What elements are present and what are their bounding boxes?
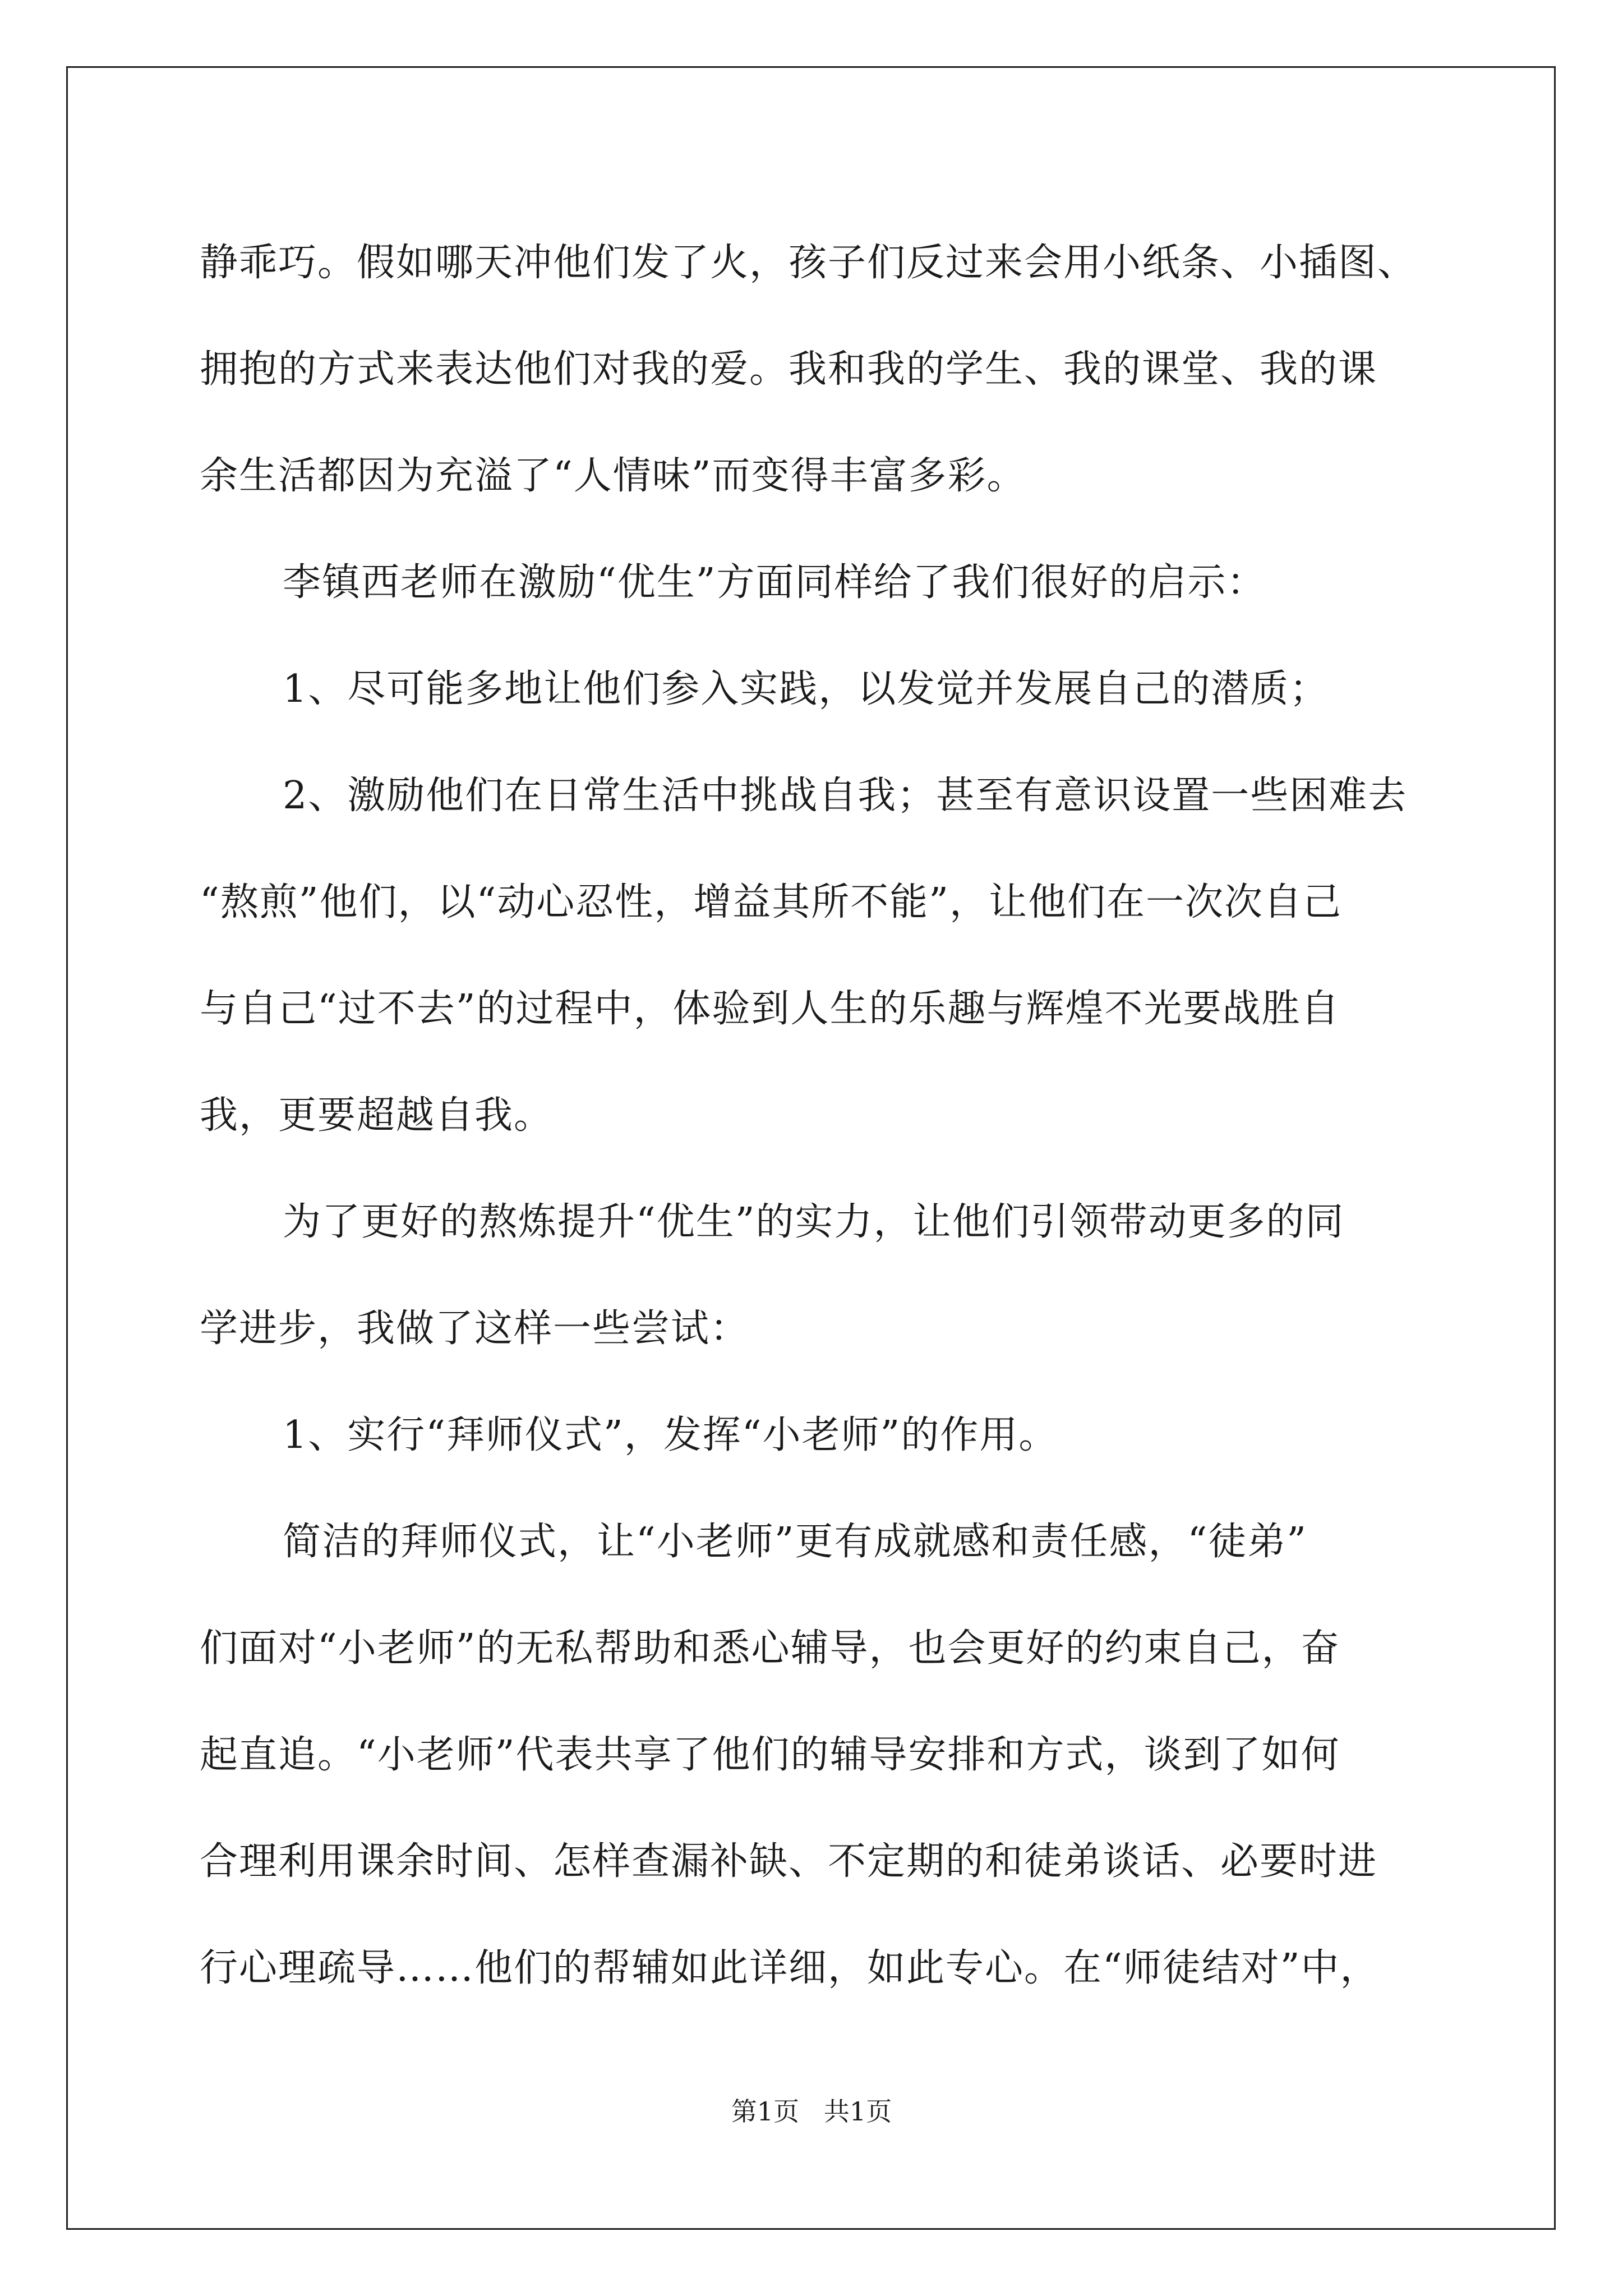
text-line: 1、实行“拜师仪式”，发挥“小老师”的作用。 xyxy=(283,1413,1058,1457)
text-line: 学进步，我做了这样一些尝试： xyxy=(200,1306,750,1351)
text-line: 简洁的拜师仪式，让“小老师”更有成就感和责任感，“徒弟” xyxy=(283,1520,1308,1564)
text-line: 2、激励他们在日常生活中挑战自我；甚至有意识设置一些困难去 xyxy=(283,774,1408,818)
text-line: 1、尽可能多地让他们参入实践，以发觉并发展自己的潜质； xyxy=(283,667,1329,711)
text-line: 拥抱的方式来表达他们对我的爱。我和我的学生、我的课堂、我的课 xyxy=(200,347,1378,392)
text-line: 李镇西老师在激励“优生”方面同样给了我们很好的启示： xyxy=(283,560,1266,605)
text-line: 静乖巧。假如哪天冲他们发了火，孩子们反过来会用小纸条、小插图、 xyxy=(200,241,1417,285)
text-line: 合理利用课余时间、怎样查漏补缺、不定期的和徒弟谈话、必要时进 xyxy=(200,1839,1378,1884)
text-line: “熬煎”他们，以“动心忍性，增益其所不能”，让他们在一次次自己 xyxy=(200,880,1343,924)
text-line: 起直追。“小老师”代表共享了他们的辅导安排和方式，谈到了如何 xyxy=(200,1733,1340,1777)
text-line: 们面对“小老师”的无私帮助和悉心辅导，也会更好的约束自己，奋 xyxy=(200,1626,1340,1671)
text-line: 行心理疏导……他们的帮辅如此详细，如此专心。在“师徒结对”中， xyxy=(200,1946,1380,1990)
text-line: 与自己“过不去”的过程中，体验到人生的乐趣与辉煌不光要战胜自 xyxy=(200,987,1340,1031)
document-body xyxy=(200,210,1433,2022)
page-number-footer: 第1页 共1页 xyxy=(731,2096,892,2127)
text-line: 为了更好的熬炼提升“优生”的实力，让他们引领带动更多的同 xyxy=(283,1200,1345,1244)
text-line: 余生活都因为充溢了“人情味”而变得丰富多彩。 xyxy=(200,454,1026,498)
text-line: 我，更要超越自我。 xyxy=(200,1093,554,1138)
